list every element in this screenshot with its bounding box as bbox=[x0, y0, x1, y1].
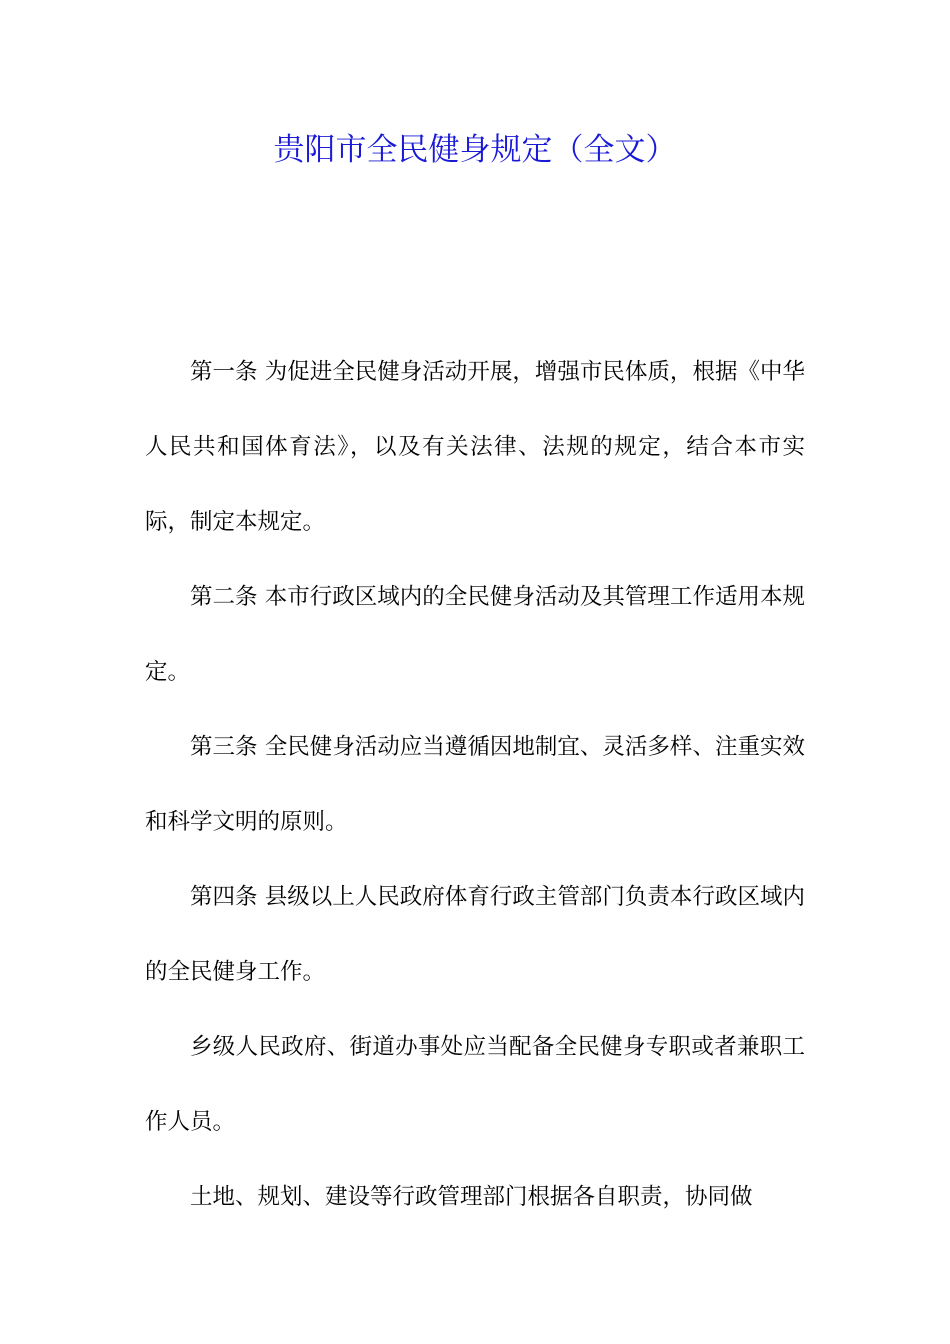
paragraph-article-4-township: 乡级人民政府、街道办事处应当配备全民健身专职或者兼职工作人员。 bbox=[145, 1034, 805, 1135]
document-title: 贵阳市全民健身规定（全文） bbox=[273, 132, 677, 168]
paragraph-article-4-departments: 土地、规划、建设等行政管理部门根据各自职责，协同做 bbox=[190, 1184, 753, 1210]
paragraph-article-3: 第三条 全民健身活动应当遵循因地制宜、灵活多样、注重实效和科学文明的原则。 bbox=[145, 734, 805, 835]
paragraph-article-4: 第四条 县级以上人民政府体育行政主管部门负责本行政区域内的全民健身工作。 bbox=[145, 884, 805, 985]
paragraph-article-2: 第二条 本市行政区域内的全民健身活动及其管理工作适用本规定。 bbox=[145, 584, 805, 685]
document-body bbox=[145, 335, 805, 1235]
paragraph-article-1: 第一条 为促进全民健身活动开展，增强市民体质，根据《中华人民共和国体育法》，以及有关法律、法规的规定，结合本市实际，制定本规定。 bbox=[145, 359, 805, 535]
